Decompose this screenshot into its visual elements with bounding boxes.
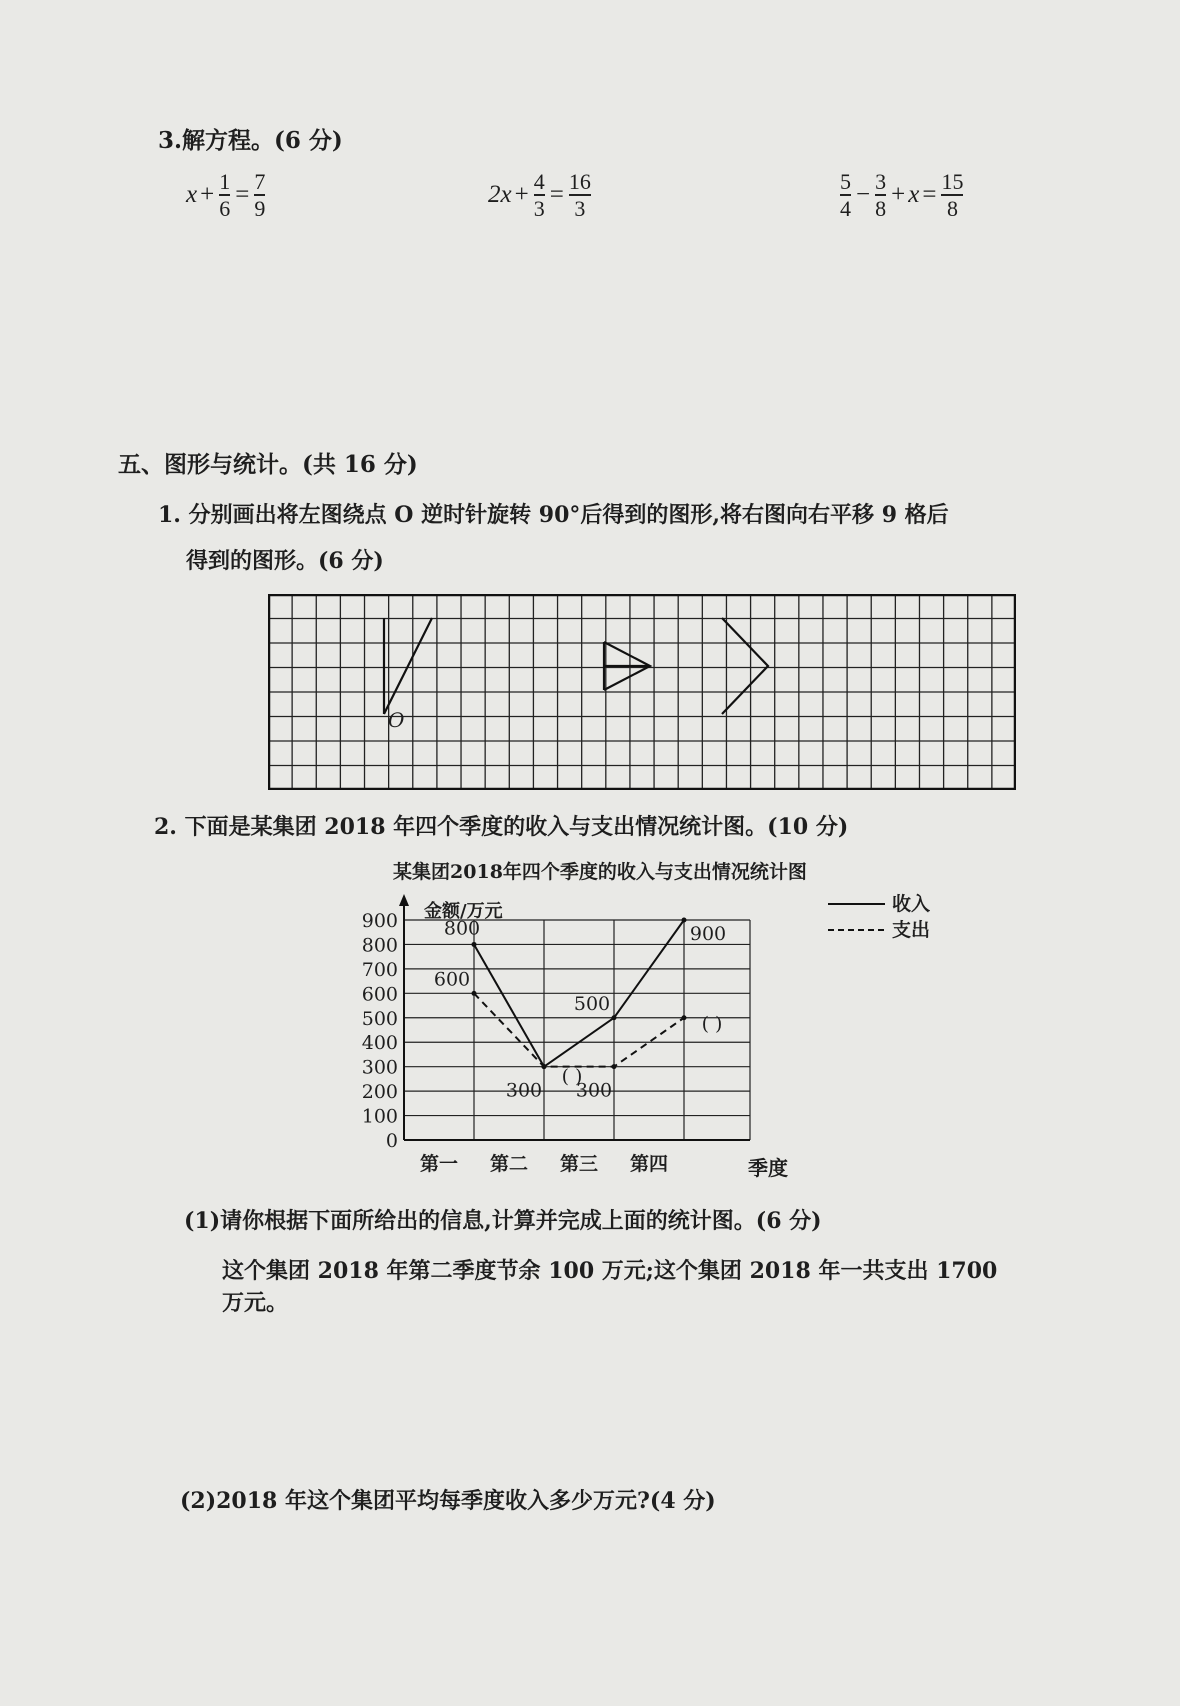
eq1-frac-a: $\frac{1}{6}$ [219, 169, 231, 222]
eq3-frac-b: $\frac{3}{8}$ [875, 169, 887, 222]
chart-point [682, 918, 687, 923]
eq2-op: + [514, 181, 529, 209]
chart-point [542, 1064, 547, 1069]
chart-xtick-label: 第三 [559, 1153, 599, 1175]
chart-ytick-label: 900 [361, 910, 398, 932]
middle-figure [722, 618, 768, 714]
eq1-frac-b: $\frac{7}{9}$ [254, 169, 266, 222]
chart-ytick-label: 100 [361, 1105, 398, 1128]
chart-data-label: 300 [505, 1079, 543, 1102]
chart-ytick-label: 600 [361, 983, 398, 1006]
eq2-frac-b: $\frac{16}{3}$ [568, 169, 591, 222]
chart-ylabel: 金额/万元 [424, 901, 503, 922]
chart-ytick-label: 200 [361, 1081, 398, 1104]
chart-point [472, 942, 477, 947]
chart-point [472, 991, 477, 996]
eq2-equals: = [549, 181, 564, 209]
section5-title: 五、图形与统计。(共 16 分) [118, 451, 418, 478]
chart-ytick-label: 700 [361, 958, 398, 981]
chart-data-label: 300 [575, 1079, 613, 1102]
equation-2 [488, 170, 593, 220]
sub2-title: (2)2018 年这个集团平均每季度收入多少万元?(4 分) [180, 1488, 716, 1514]
eq3-frac-c: $\frac{15}{8}$ [941, 169, 964, 222]
chart-xtick-label: 第一 [419, 1153, 459, 1175]
legend-label: 支出 [892, 919, 931, 941]
eq3-var: x [908, 181, 920, 209]
q1-line1: 1. 分别画出将左图绕点 O 逆时针旋转 90°后得到的图形,将右图向右平移 9 格后 [158, 502, 949, 528]
grid-point-label: O [388, 708, 405, 732]
equation-1 [186, 170, 267, 220]
chart-ytick-label: 0 [385, 1130, 398, 1152]
q1-line2: 得到的图形。(6 分) [186, 548, 384, 574]
eq3-plus: + [891, 181, 906, 209]
eq1-op: + [200, 181, 215, 209]
chart-ytick-label: 300 [361, 1056, 398, 1079]
chart-xtick-label: 第二 [489, 1153, 529, 1175]
chart-y-arrow [399, 894, 409, 906]
sub1-line2: 万元。 [222, 1290, 289, 1316]
section3-title: 3.解方程。(6 分) [158, 127, 343, 154]
chart-data-label: 600 [433, 968, 471, 991]
chart-point [612, 1064, 617, 1069]
chart-data-label: ( ) [701, 1012, 723, 1035]
chart-ytick-label: 500 [361, 1007, 398, 1030]
chart-data-label: 800 [443, 917, 481, 940]
chart-xlabel: 季度 [748, 1156, 788, 1180]
chart-ytick-label: 400 [361, 1032, 398, 1055]
chart-xtick-label: 第四 [629, 1153, 669, 1175]
transform-grid [268, 594, 1016, 790]
chart-data-label: 500 [573, 992, 611, 1015]
left-figure-slant [384, 618, 432, 714]
line-chart [340, 850, 960, 1190]
chart-data-label: ( ) [561, 1065, 583, 1088]
chart-data-label: 900 [689, 923, 727, 945]
chart-point [612, 1015, 617, 1020]
legend-label: 收入 [892, 893, 931, 915]
eq1-equals: = [235, 181, 250, 209]
equation-3 [838, 170, 965, 220]
eq3-frac-a: $\frac{5}{4}$ [840, 169, 851, 222]
eq2-lhs: 2x [488, 181, 512, 209]
eq2-frac-a: $\frac{4}{3}$ [533, 169, 545, 222]
chart-title: 某集团2018年四个季度的收入与支出情况统计图 [393, 861, 807, 883]
sub1-line1: 这个集团 2018 年第二季度节余 100 万元;这个集团 2018 年一共支出 1700 [222, 1258, 998, 1284]
chart-point [682, 1015, 687, 1020]
eq3-minus: − [856, 181, 871, 209]
q2-title: 2. 下面是某集团 2018 年四个季度的收入与支出情况统计图。(10 分) [154, 814, 849, 840]
eq3-equals: = [922, 181, 937, 209]
chart-ytick-label: 800 [361, 934, 398, 957]
grid-shapes [384, 618, 768, 714]
sub1-title: (1)请你根据下面所给出的信息,计算并完成上面的统计图。(6 分) [184, 1208, 822, 1234]
eq1-var: x [186, 181, 198, 209]
